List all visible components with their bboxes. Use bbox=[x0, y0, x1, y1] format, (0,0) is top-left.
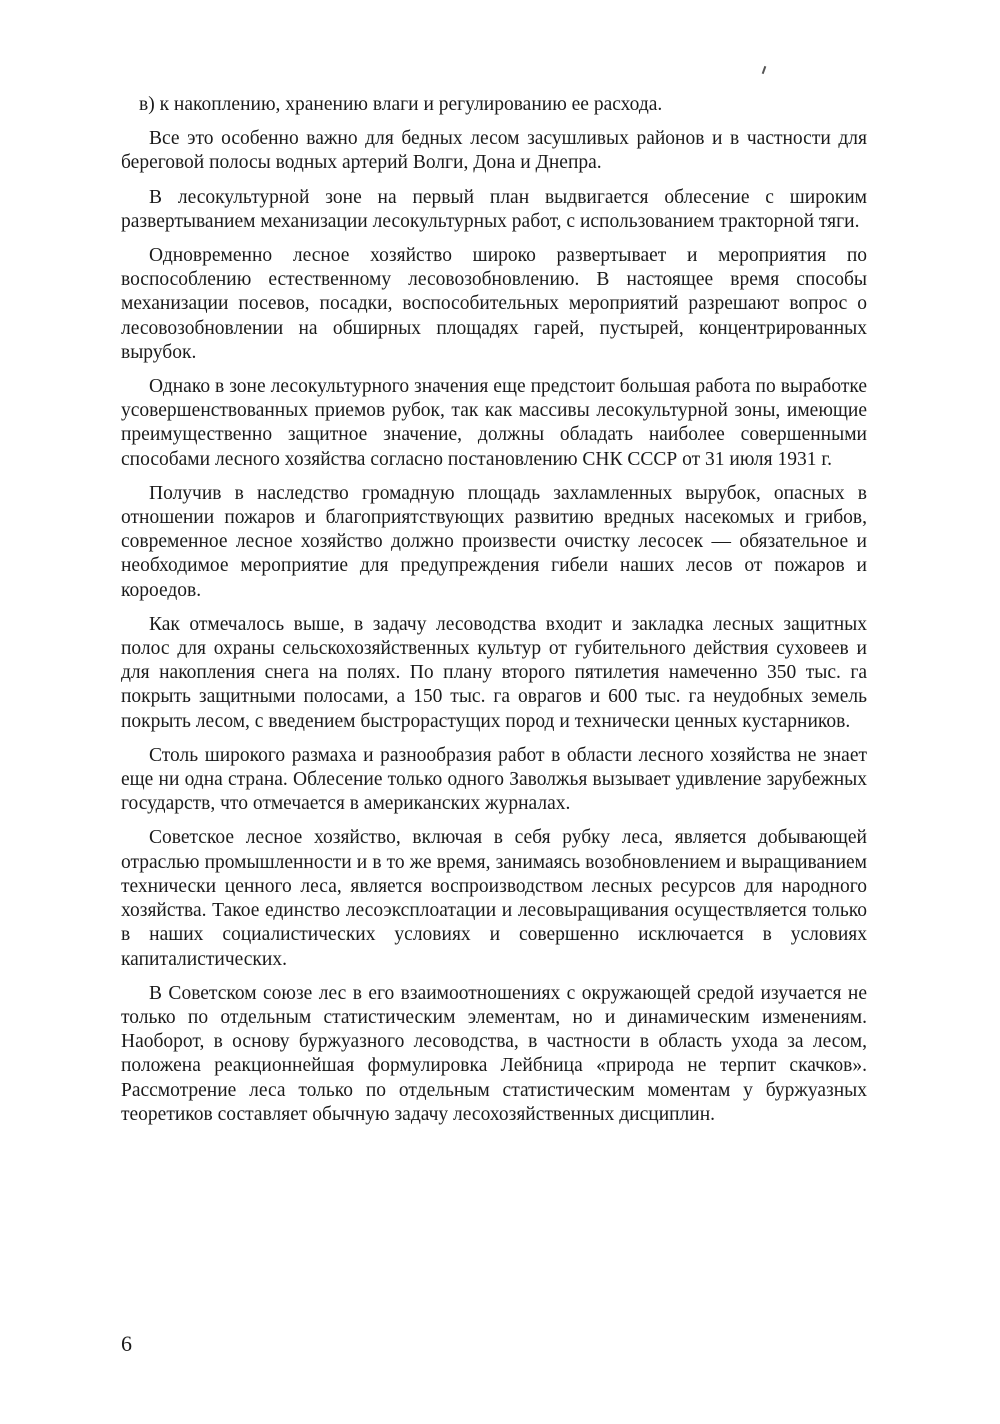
paragraph: Как отмечалось выше, в задачу лесоводства входит и закладка лесных защитных полос для охраны сельскохозяйственных культур от губительного действия суховеев и для накопления снега на полях. По плану второго пятилетия намеченно 350 тыс. га покрыть защитными полосами, а 150 тыс. га оврагов и 600 тыс. га неудобных земель покрыть лесом, с введением быстрорастущих пород и технически ценных кустарников. bbox=[121, 613, 867, 732]
paragraph: Одновременно лесное хозяйство широко развертывает и мероприятия по воспособлению естественному лесовозобновлению. В настоящее время способы механизации посевов, посадки, воспособительных мероприятий разрешают вопрос о лесовозобновлении на обширных площадях гарей, пустырей, концентрированных вырубок. bbox=[121, 245, 867, 363]
paragraph: В Советском союзе лес в его взаимоотношениях с окружающей средой изучается не только по отдельным статистическим элементам, но и динамическим изменениям. Наоборот, в основу буржуазного лесоводства, в частности в область ухода за лесом, положена реакционнейшая формулировка Лейбница «природа не терпит скачков». Рассмотрение леса только по отдельным статистическим моментам у буржуазных теоретиков составляет обычную задачу лесохозяйственных дисциплин. bbox=[121, 982, 867, 1125]
paragraph: Получив в наследство громадную площадь захламленных вырубок, опасных в отношении пожаров и благоприятствующих развитию вредных насекомых и грибов, современное лесное хозяйство должно произвести очистку лесосек — обязательное и необходимое мероприятие для предупреждения гибели наших лесов от пожаров и короедов. bbox=[121, 482, 867, 601]
paragraph: Советское лесное хозяйство, включая в себя рубку леса, является добывающей отраслью промышленности и в то же время, занимаясь возобновлением и выращиванием технически ценного леса, является воспроизводством лесных ресурсов для народного хозяйства. Такое единство лесоэксплоатации и лесовыращивания осуществляется только в наших социалистических условиях и совершенно исключается в условиях капиталистических. bbox=[121, 827, 867, 970]
print-speck bbox=[762, 66, 767, 74]
page-number: 6 bbox=[121, 1331, 132, 1356]
body-text bbox=[121, 93, 867, 1137]
paragraph: в) к накоплению, хранению влаги и регулированию ее расхода. bbox=[139, 94, 663, 115]
paragraph: Однако в зоне лесокультурного значения еще предстоит большая работа по выработке усовершенствованных приемов рубок, так как массивы лесокультурной зоны, имеющие преимущественно защитное значение, должны обладать наиболее совершенными способами лесного хозяйства согласно постановлению СНК СССР от 31 июля 1931 г. bbox=[121, 376, 867, 470]
paragraph: В лесокультурной зоне на первый план выдвигается облесение с широким развертыванием механизации лесокультурных работ, с использованием тракторной тяги. bbox=[121, 186, 867, 232]
paragraph: Все это особенно важно для бедных лесом засушливых районов и в частности для береговой полосы водных артерий Волги, Дона и Днепра. bbox=[121, 128, 867, 174]
paragraph: Столь широкого размаха и разнообразия работ в области лесного хозяйства не знает еще ни одна страна. Облесение только одного Заволжья вызывает удивление зарубежных государств, что отмечается в американских журналах. bbox=[121, 744, 867, 815]
